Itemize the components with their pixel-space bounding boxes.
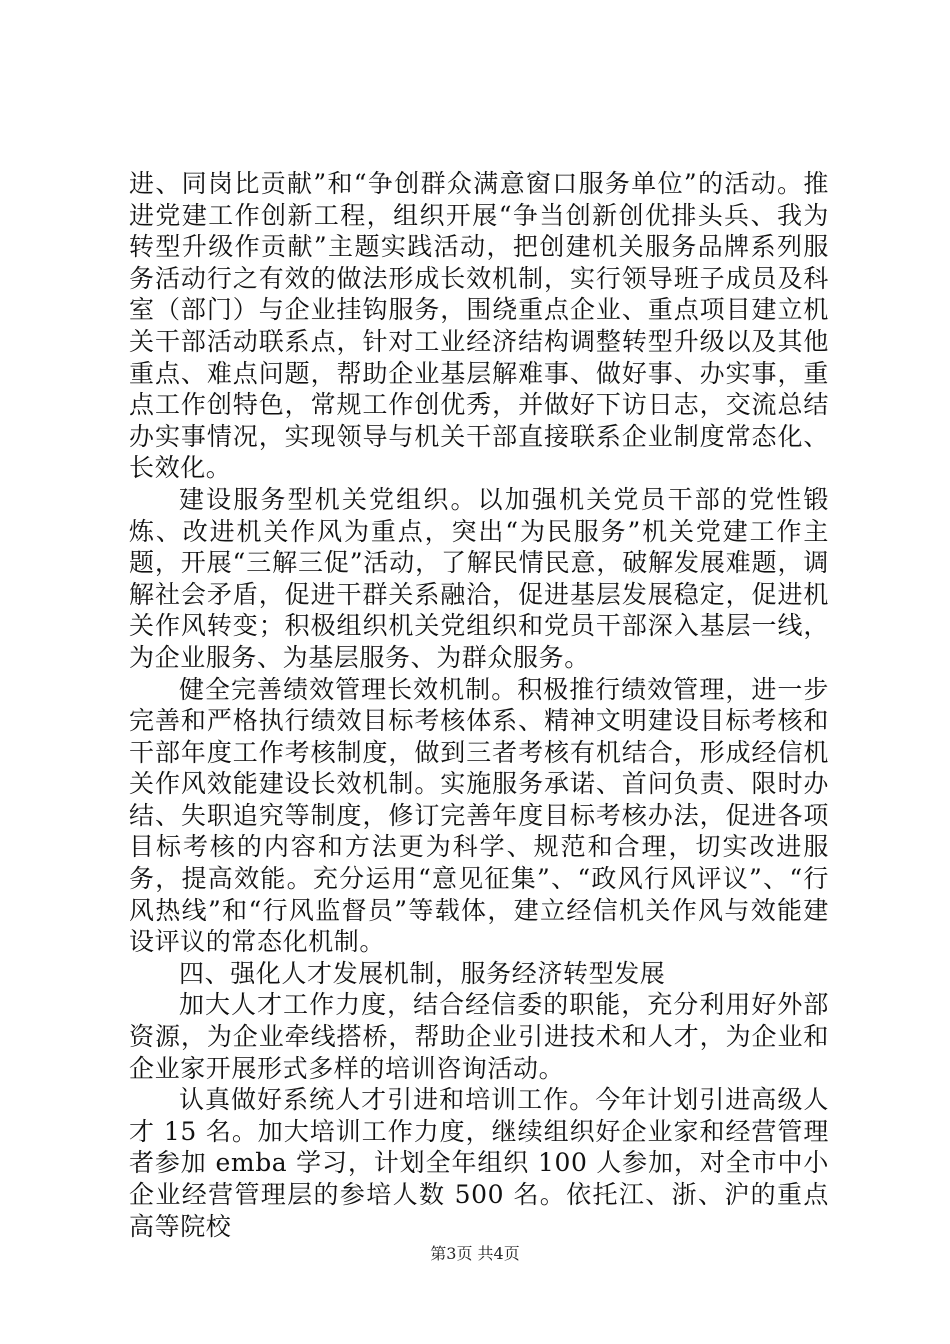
paragraph-3: 健全完善绩效管理长效机制。积极推行绩效管理，进一步完善和严格执行绩效目标考核体系、精神文明建设目标考核和干部年度工作考核制度，做到三者考核有机结合，形成经信机关作风效能建设长效机制。实施服务承诺、首问负责、限时办结、失职追究等制度，修订完善年度目标考核办法，促进各项目标考核的内容和方法更为科学、规范和合理，切实改进服务，提高效能。充分运用“意见征集”、“政风行风评议”、“行风热线”和“行风监督员”等载体，建立经信机关作风与效能建设评议的常态化机制。 <box>129 674 829 957</box>
paragraph-5: 认真做好系统人才引进和培训工作。今年计划引进高级人才 15 名。加大培训工作力度，继续组织好企业家和经营管理者参加 emba 学习，计划全年组织 100 人参加，对全市中小企业经营管理层的参培人数 500 名。依托江、浙、沪的重点高等院校 <box>129 1085 829 1241</box>
section-heading: 四、强化人才发展机制，服务经济转型发展 <box>179 958 666 988</box>
paragraph-2: 建设服务型机关党组织。以加强机关党员干部的党性锻炼、改进机关作风为重点，突出“为民服务”机关党建工作主题，开展“三解三促”活动，了解民情民意，破解发展难题，调解社会矛盾，促进干群关系融洽，促进基层发展稳定，促进机关作风转变；积极组织机关党组织和党员干部深入基层一线，为企业服务、为基层服务、为群众服务。 <box>129 484 829 672</box>
paragraph-1: 进、同岗比贡献”和“争创群众满意窗口服务单位”的活动。推进党建工作创新工程，组织开展“争当创新创优排头兵、我为转型升级作贡献”主题实践活动，把创建机关服务品牌系列服务活动行之有效的做法形成长效机制，实行领导班子成员及科室（部门）与企业挂钩服务，围绕重点企业、重点项目建立机关干部活动联系点，针对工业经济结构调整转型升级以及其他重点、难点问题，帮助企业基层解难事、做好事、办实事，重点工作创特色，常规工作创优秀，并做好下访日志，交流总结办实事情况，实现领导与机关干部直接联系企业制度常态化、长效化。 <box>129 169 829 483</box>
document-body <box>129 168 829 1242</box>
page-footer: 第3页 共4页 <box>430 1244 520 1263</box>
paragraph-4: 加大人才工作力度，结合经信委的职能，充分利用好外部资源，为企业牵线搭桥，帮助企业引进技术和人才，为企业和企业家开展形式多样的培训咨询活动。 <box>129 990 829 1083</box>
